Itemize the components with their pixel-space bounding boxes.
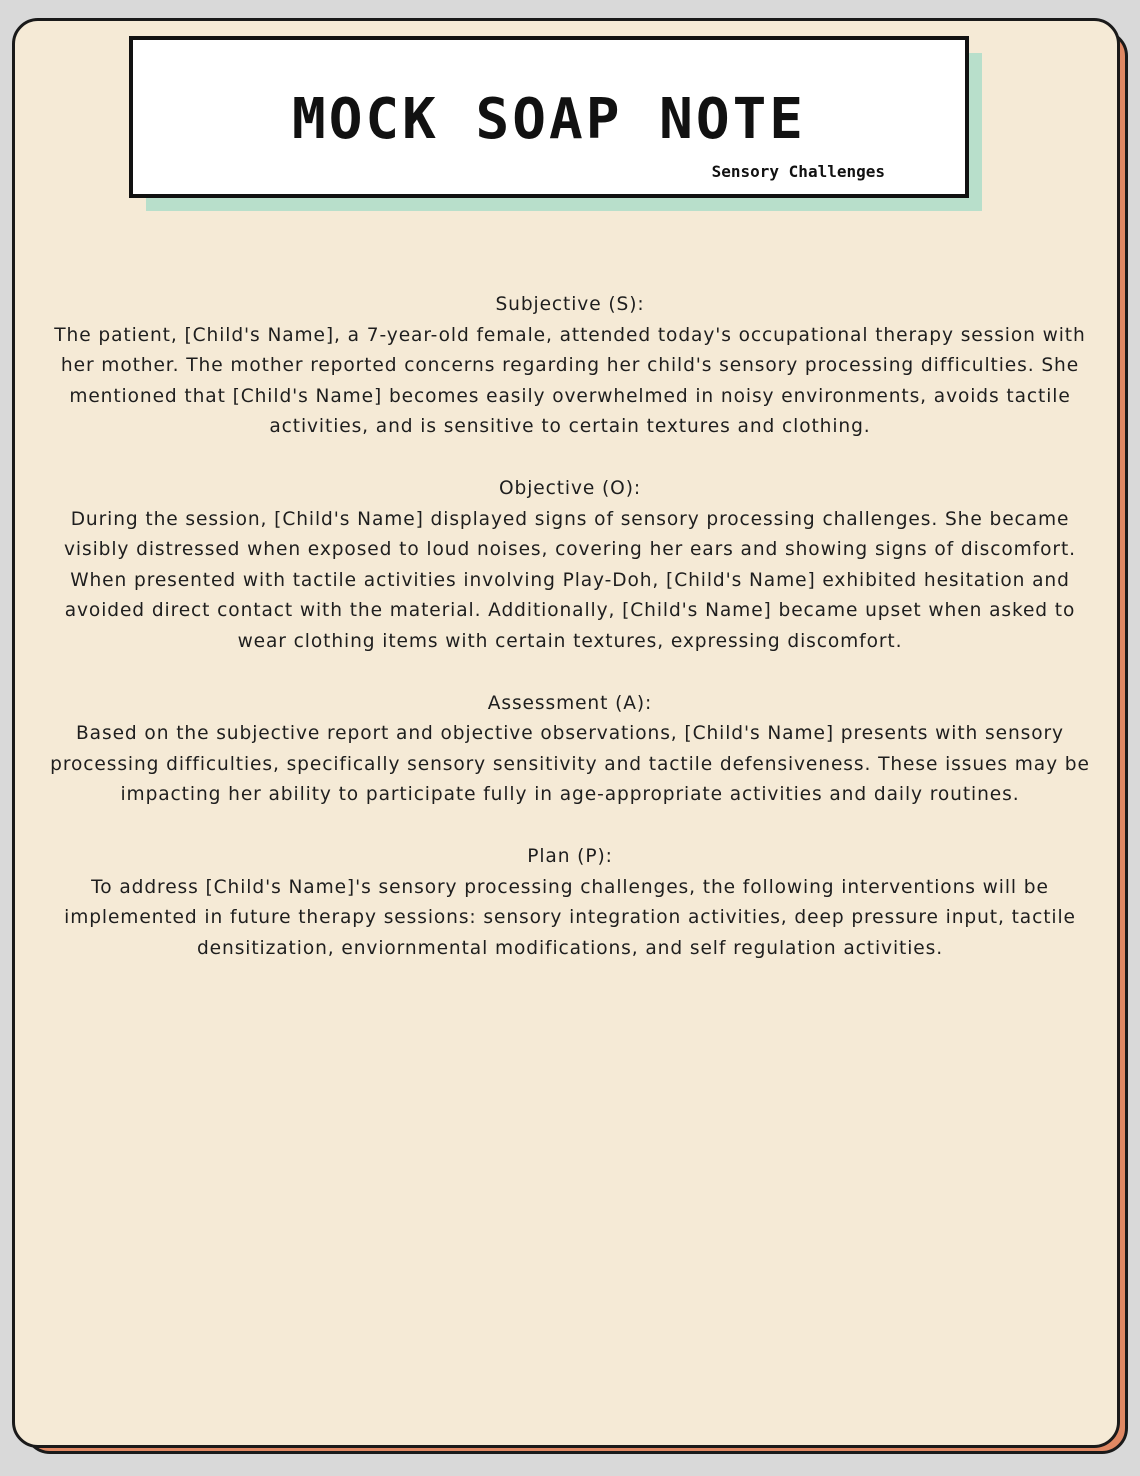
section-body: The patient, [Child's Name], a 7-year-old female, attended today's occupational therapy session with her mother. The mother reported concerns regarding her child's sensory processing difficulties. She mentioned that [Child's Name] becomes easily overwhelmed in noisy environments, avoids tactile activities, and is sensitive to certain textures and clothing. bbox=[54, 324, 1086, 438]
section-body: During the session, [Child's Name] displayed signs of sensory processing challenges. She became visibly distressed when exposed to loud noises, covering her ears and showing signs of discomfort. When presented with tactile activities involving Play-Doh, [Child's Name] exhibited hesitation and avoided direct contact with the material. Additionally, [Child's Name] became upset when asked to wear clothing items with certain textures, expressing discomfort. bbox=[64, 508, 1076, 652]
section-body: Based on the subjective report and objective observations, [Child's Name] presents with sensory processing difficulties, specifically sensory sensitivity and tactile defensiveness. These issues may be impacting her ability to participate fully in age-appropriate activities and daily routines. bbox=[50, 723, 1090, 806]
section-heading: Subjective (S): bbox=[495, 294, 645, 315]
section-plan bbox=[50, 842, 1090, 964]
section-heading: Objective (O): bbox=[498, 477, 642, 499]
soap-note-content bbox=[50, 290, 1090, 995]
section-subjective bbox=[50, 290, 1090, 443]
section-assessment bbox=[50, 689, 1090, 811]
page-subtitle: Sensory Challenges bbox=[711, 162, 885, 181]
page-title: MOCK SOAP NOTE bbox=[291, 87, 806, 152]
section-heading: Assessment (A): bbox=[487, 692, 653, 714]
title-box bbox=[129, 36, 969, 198]
section-objective bbox=[50, 474, 1090, 658]
section-body: To address [Child's Name]'s sensory processing challenges, the following interventions will be implemented in future therapy sessions: sensory integration activities, deep pressure input, tactile densitization, enviornmental modifications, and self regulation activities. bbox=[64, 876, 1076, 959]
section-heading: Plan (P): bbox=[527, 845, 613, 867]
